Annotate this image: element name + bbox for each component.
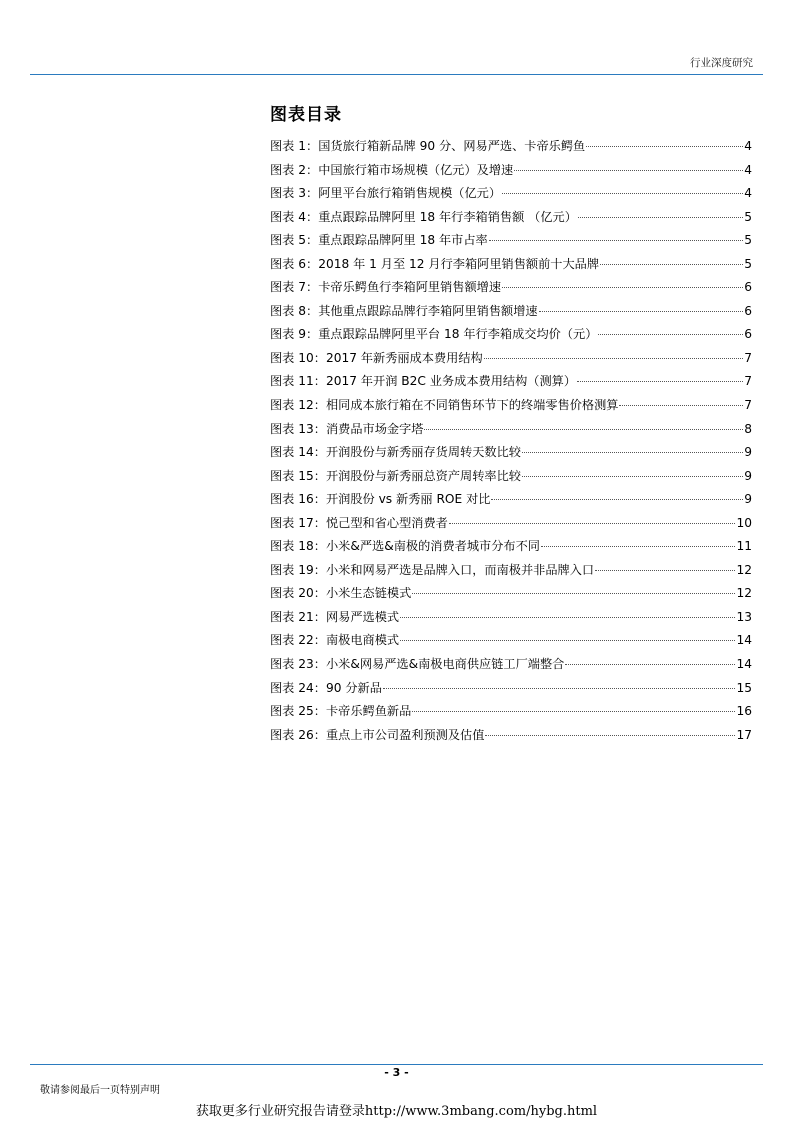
toc-entry-leader-dots [598,334,743,335]
toc-entry-leader-dots [541,546,736,547]
toc-entry[interactable] [270,253,752,277]
disclaimer-note: 敬请参阅最后一页特别声明 [40,1085,160,1096]
toc-entry-label: 图表 8：其他重点跟踪品牌行李箱阿里销售额增速 [270,303,538,318]
toc-entry[interactable] [270,276,752,300]
toc-entry[interactable] [270,394,752,418]
toc-entry[interactable] [270,159,752,183]
toc-entry-leader-dots [577,381,743,382]
footer-divider [30,1064,763,1065]
toc-entry-page: 9 [744,445,752,460]
toc-entry-label: 图表 10：2017 年新秀丽成本费用结构 [270,350,483,365]
toc-entry-label: 图表 16：开润股份 vs 新秀丽 ROE 对比 [270,492,491,507]
toc-entry-leader-dots [383,688,736,689]
toc-entry-page: 14 [736,657,752,672]
toc-entry[interactable] [270,582,752,606]
toc-entry-page: 10 [736,515,752,530]
toc-entry-leader-dots [595,570,735,571]
toc-entry-label: 图表 4：重点跟踪品牌阿里 18 年行李箱销售额 （亿元） [270,209,577,224]
toc-entry-leader-dots [424,429,743,430]
toc-list [270,135,752,747]
header-divider [30,74,763,75]
toc-entry[interactable] [270,465,752,489]
toc-entry-leader-dots [485,735,735,736]
toc-entry-label: 图表 6：2018 年 1 月至 12 月行李箱阿里销售额前十大品牌 [270,256,600,271]
toc-entry-label: 图表 25：卡帝乐鳄鱼新品 [270,704,412,719]
toc-entry[interactable] [270,206,752,230]
toc-title: 图表目录 [270,105,342,125]
toc-entry-page: 7 [744,398,752,413]
toc-entry[interactable] [270,677,752,701]
toc-entry[interactable] [270,300,752,324]
toc-entry-leader-dots [522,476,743,477]
toc-entry-page: 6 [744,280,752,295]
toc-entry-page: 4 [744,186,752,201]
toc-entry-leader-dots [539,311,744,312]
toc-entry[interactable] [270,535,752,559]
toc-entry[interactable] [270,182,752,206]
toc-entry-page: 11 [736,539,752,554]
toc-entry-label: 图表 23：小米&网易严选&南极电商供应链工厂端整合 [270,657,565,672]
toc-entry-label: 图表 12：相同成本旅行箱在不同销售环节下的终端零售价格测算 [270,398,619,413]
toc-entry-label: 图表 5：重点跟踪品牌阿里 18 年市占率 [270,233,488,248]
toc-entry-label: 图表 15：开润股份与新秀丽总资产周转率比较 [270,468,521,483]
toc-entry-leader-dots [578,217,743,218]
toc-entry-page: 5 [744,233,752,248]
header-category: 行业深度研究 [690,57,753,69]
toc-entry-leader-dots [400,617,735,618]
toc-entry-page: 4 [744,139,752,153]
toc-entry-page: 12 [736,562,752,577]
toc-entry[interactable] [270,724,752,748]
toc-entry-label: 图表 20：小米生态链模式 [270,586,412,601]
toc-entry-page: 7 [744,350,752,365]
toc-entry-leader-dots [619,405,743,406]
toc-entry-page: 8 [744,421,752,436]
toc-entry[interactable] [270,418,752,442]
toc-entry-leader-dots [412,711,735,712]
toc-entry-label: 图表 24：90 分新品 [270,680,382,695]
toc-entry[interactable] [270,323,752,347]
toc-entry-leader-dots [522,452,743,453]
toc-entry-leader-dots [484,358,744,359]
toc-entry-page: 4 [744,162,752,177]
toc-entry-leader-dots [586,146,743,147]
toc-entry-label: 图表 19：小米和网易严选是品牌入口，而南极并非品牌入口 [270,562,595,577]
toc-entry-page: 5 [744,256,752,271]
toc-entry[interactable] [270,700,752,724]
toc-entry-leader-dots [600,264,743,265]
toc-entry[interactable] [270,441,752,465]
toc-entry-page: 16 [736,704,752,719]
toc-entry-page: 5 [744,209,752,224]
toc-entry-label: 图表 13：消费品市场金字塔 [270,421,424,436]
toc-entry-label: 图表 2：中国旅行箱市场规模（亿元）及增速 [270,162,514,177]
toc-entry[interactable] [270,229,752,253]
toc-entry[interactable] [270,512,752,536]
toc-entry-leader-dots [400,640,735,641]
promo-link-text[interactable]: 获取更多行业研究报告请登录http://www.3mbang.com/hybg.html [195,1104,598,1119]
toc-entry-page: 15 [736,680,752,695]
toc-entry-page: 9 [744,492,752,507]
toc-entry-page: 6 [744,303,752,318]
toc-entry-leader-dots [491,499,743,500]
toc-entry-page: 9 [744,468,752,483]
toc-entry-page: 12 [736,586,752,601]
toc-entry-page: 7 [744,374,752,389]
toc-entry[interactable] [270,370,752,394]
toc-entry-leader-dots [502,193,743,194]
toc-entry-label: 图表 22：南极电商模式 [270,633,400,648]
toc-entry-page: 17 [736,727,752,742]
toc-entry[interactable] [270,629,752,653]
toc-entry-label: 图表 14：开润股份与新秀丽存货周转天数比较 [270,445,521,460]
toc-entry[interactable] [270,488,752,512]
toc-entry[interactable] [270,347,752,371]
toc-entry[interactable] [270,653,752,677]
toc-entry-label: 图表 9：重点跟踪品牌阿里平台 18 年行李箱成交均价（元） [270,327,598,342]
toc-entry[interactable] [270,135,752,159]
toc-entry[interactable] [270,606,752,630]
toc-entry-label: 图表 18：小米&严选&南极的消费者城市分布不同 [270,539,540,554]
page-number: - 3 - [384,1066,409,1079]
toc-entry[interactable] [270,559,752,583]
toc-entry-label: 图表 1：国货旅行箱新品牌 90 分、网易严选、卡帝乐鳄鱼 [270,139,586,153]
toc-entry-leader-dots [449,523,736,524]
toc-entry-label: 图表 11：2017 年开润 B2C 业务成本费用结构（测算） [270,374,577,389]
toc-entry-leader-dots [489,240,744,241]
toc-entry-label: 图表 7：卡帝乐鳄鱼行李箱阿里销售额增速 [270,280,502,295]
toc-entry-page: 14 [736,633,752,648]
toc-entry-label: 图表 17：悦己型和省心型消费者 [270,515,448,530]
toc-entry-leader-dots [565,664,735,665]
toc-entry-leader-dots [514,170,743,171]
toc-entry-label: 图表 21：网易严选模式 [270,609,400,624]
toc-entry-leader-dots [412,593,735,594]
toc-entry-page: 13 [736,609,752,624]
toc-entry-page: 6 [744,327,752,342]
toc-entry-leader-dots [502,287,743,288]
toc-entry-label: 图表 3：阿里平台旅行箱销售规模（亿元） [270,186,502,201]
toc-entry-label: 图表 26：重点上市公司盈利预测及估值 [270,727,485,742]
